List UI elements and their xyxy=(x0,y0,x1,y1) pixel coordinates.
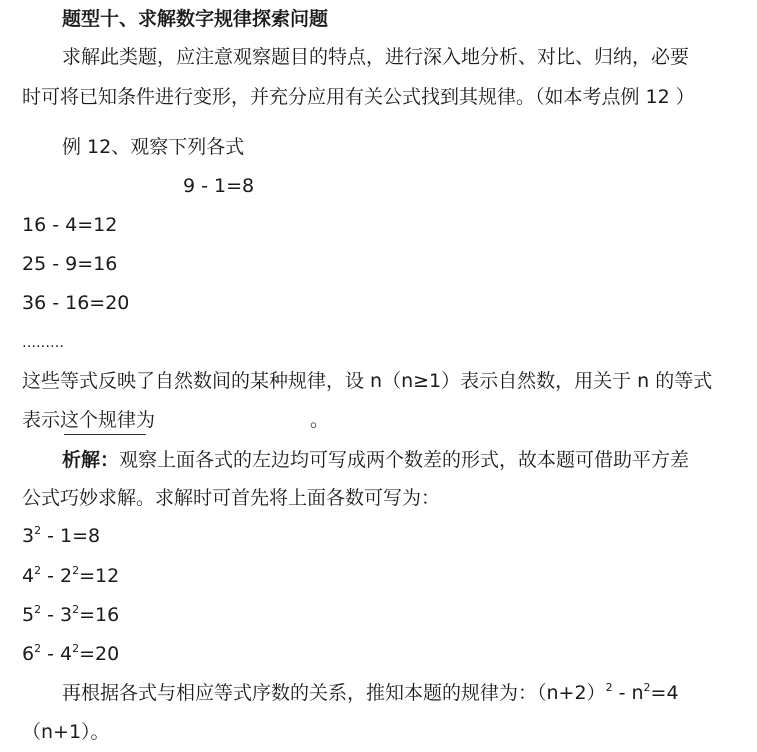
intro-line-1: 求解此类题，应注意观察题目的特点，进行深入地分析、对比、归纳，必要 xyxy=(62,46,690,68)
square-row-1 xyxy=(22,523,100,552)
conclusion-line-1 xyxy=(62,680,679,709)
question-line-2-prefix: 表示这个规律为 xyxy=(22,409,156,431)
equation-2: 16 - 4=12 xyxy=(22,214,118,236)
exponent: 2 xyxy=(72,642,80,655)
analysis-line-2: 公式巧妙求解。求解时可首先将上面各数可写为： xyxy=(22,487,441,509)
exponent: 2 xyxy=(34,564,42,577)
question-line-2-suffix: 。 xyxy=(310,409,330,431)
row-tail: =16 xyxy=(79,604,120,626)
section-heading: 题型十、求解数字规律探索问题 xyxy=(62,8,329,30)
analysis-line-1 xyxy=(62,447,689,473)
equation-3: 25 - 9=16 xyxy=(22,253,118,275)
conclusion-mid: - n xyxy=(612,682,644,704)
row-mid: - 4 xyxy=(41,643,73,665)
ellipsis: ……… xyxy=(22,335,64,351)
conclusion-tail: =4 xyxy=(650,682,679,704)
row-rest: - 1=8 xyxy=(41,525,101,547)
exponent: 2 xyxy=(72,603,80,616)
square-row-3 xyxy=(22,602,119,631)
answer-blank xyxy=(64,434,146,435)
exponent: 2 xyxy=(643,681,651,694)
row-mid: - 2 xyxy=(41,565,73,587)
analysis-label: 析解： xyxy=(62,449,120,471)
base-1: 5 xyxy=(22,604,35,626)
exponent: 2 xyxy=(34,603,42,616)
square-row-4 xyxy=(22,641,119,670)
exponent: 2 xyxy=(34,524,42,537)
exponent: 2 xyxy=(605,681,613,694)
equation-4: 36 - 16=20 xyxy=(22,292,130,314)
analysis-text-1: 观察上面各式的左边均可写成两个数差的形式，故本题可借助平方差 xyxy=(119,449,690,471)
equation-1: 9 - 1=8 xyxy=(183,175,255,197)
question-line-1: 这些等式反映了自然数间的某种规律，设 n（n≥1）表示自然数，用关于 n 的等式 xyxy=(22,370,713,392)
row-tail: =20 xyxy=(79,643,120,665)
base-1: 3 xyxy=(22,525,35,547)
exponent: 2 xyxy=(34,642,42,655)
intro-line-2: 时可将已知条件进行变形，并充分应用有关公式找到其规律。（如本考点例 12 ） xyxy=(22,86,695,108)
conclusion-text: 再根据各式与相应等式序数的关系，推知本题的规律为：（n+2） xyxy=(62,682,606,704)
row-tail: =12 xyxy=(79,565,120,587)
base-1: 4 xyxy=(22,565,35,587)
base-1: 6 xyxy=(22,643,35,665)
example-label: 例 12、观察下列各式 xyxy=(62,136,245,158)
square-row-2 xyxy=(22,563,119,592)
row-mid: - 3 xyxy=(41,604,73,626)
exponent: 2 xyxy=(72,564,80,577)
conclusion-line-2: （n+1）。 xyxy=(22,721,110,743)
